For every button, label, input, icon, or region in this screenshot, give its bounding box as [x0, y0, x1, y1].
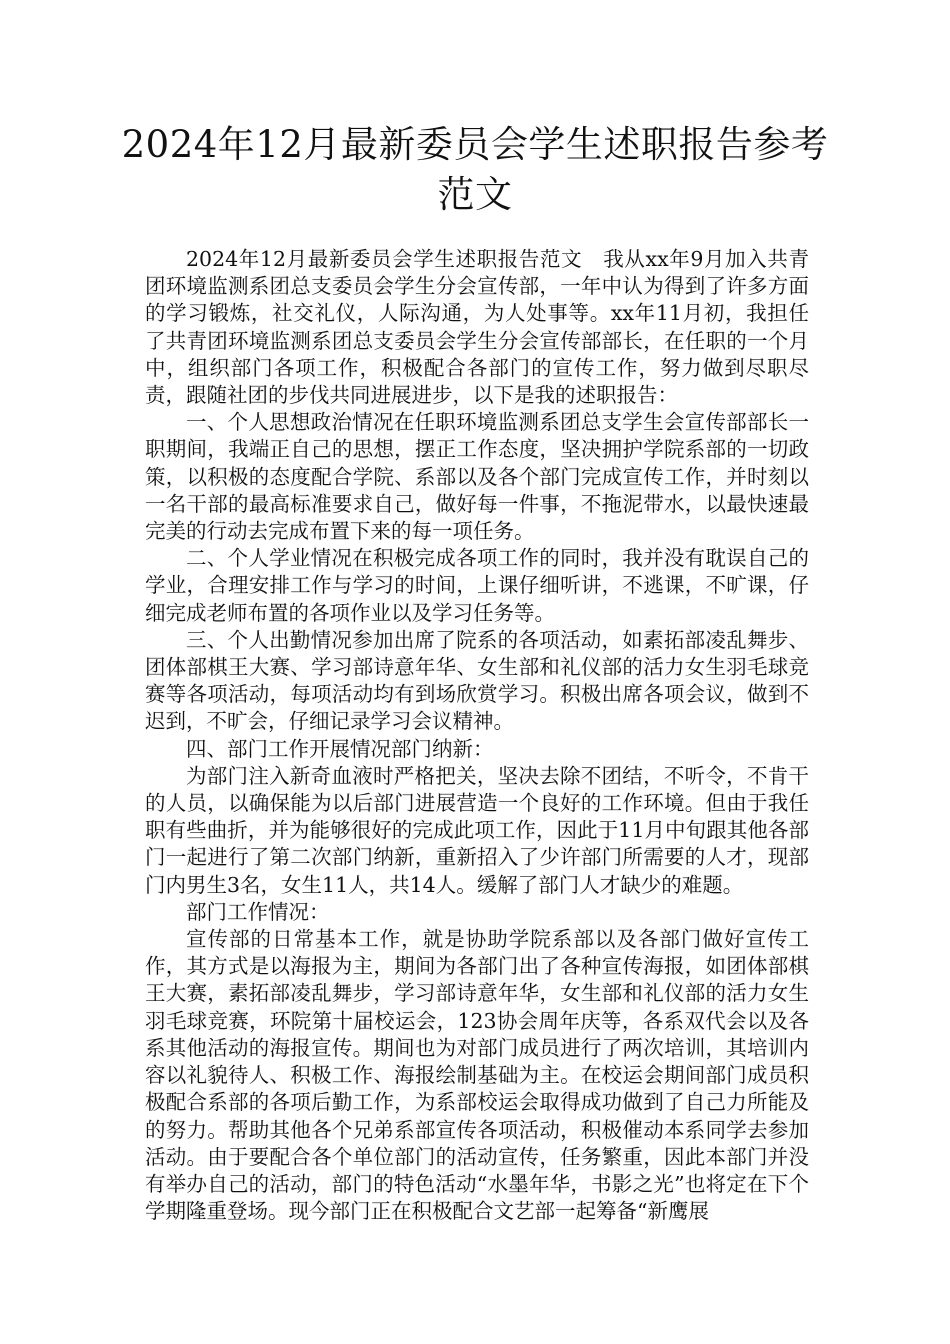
paragraph-attendance: 三、个人出勤情况参加出席了院系的各项活动，如素拓部凌乱舞步、团体部棋王大赛、学习部诗意年华、女生部和礼仪部的活力女生羽毛球竞赛等各项活动，每项活动均有到场欣赏学习。积极出席各项会议，做到不迟到，不旷会，仔细记录学习会议精神。 [145, 627, 809, 734]
paragraph-recruitment: 为部门注入新奇血液时严格把关，坚决去除不团结，不听令，不肯干的人员，以确保能为以后部门进展营造一个良好的工作环境。但由于我任职有些曲折，并为能够很好的完成此项工作，因此于11月中旬跟其他各部门一起进行了第二次部门纳新，重新招入了少许部门所需要的人才，现部门内男生3名，女生11人，共14人。缓解了部门人才缺少的难题。 [145, 763, 809, 897]
paragraph-academic: 二、个人学业情况在积极完成各项工作的同时，我并没有耽误自己的学业，合理安排工作与学习的时间，上课仔细听讲，不逃课，不旷课，仔细完成老师布置的各项作业以及学习任务等。 [145, 546, 809, 625]
paragraph-intro: 2024年12月最新委员会学生述职报告范文 我从xx年9月加入共青团环境监测系团总支委员会学生分会宣传部，一年中认为得到了许多方面的学习锻炼，社交礼仪，人际沟通，为人处事等。xx年11月初，我担任了共青团环境监测系团总支委员会学生分会宣传部部长，在任职的一个月中，组织部门各项工作，积极配合各部门的宣传工作，努力做到尽职尽责，跟随社团的步伐共同进展进步，以下是我的述职报告： [145, 247, 809, 408]
paragraph-political: 一、个人思想政治情况在任职环境监测系团总支学生会宣传部部长一职期间，我端正自己的思想，摆正工作态度，坚决拥护学院系部的一切政策，以积极的态度配合学院、系部以及各个部门完成宣传工作，并时刻以一名干部的最高标准要求自己，做好每一件事，不拖泥带水，以最快速最完美的行动去完成布置下来的每一项任务。 [145, 410, 809, 544]
paragraph-work: 宣传部的日常基本工作，就是协助学院系部以及各部门做好宣传工作，其方式是以海报为主，期间为各部门出了各种宣传海报，如团体部棋王大赛，素拓部凌乱舞步，学习部诗意年华，女生部和礼仪部的活力女生羽毛球竞赛，环院第十届校运会，123协会周年庆等，各系双代会以及各系其他活动的海报宣传。期间也为对部门成员进行了两次培训，其培训内容以礼貌待人、积极工作、海报绘制基础为主。在校运会期间部门成员积极配合系部的各项后勤工作，为系部校运会取得成功做到了自己力所能及的努力。帮助其他各个兄弟系部宣传各项活动，积极催动本系同学去参加活动。由于要配合各个单位部门的活动宣传，任务繁重，因此本部门并没有举办自己的活动，部门的特色活动“水墨年华，书影之光”也将定在下个学期隆重登场。现今部门正在积极配合文艺部一起筹备“新鹰展 [145, 927, 809, 1224]
paragraph-recruitment-heading: 四、部门工作开展情况部门纳新： [186, 736, 494, 761]
document-body [145, 246, 809, 1225]
paragraph-work-heading: 部门工作情况： [186, 899, 330, 924]
document-title: 2024年12月最新委员会学生述职报告参考范文 [121, 123, 829, 216]
